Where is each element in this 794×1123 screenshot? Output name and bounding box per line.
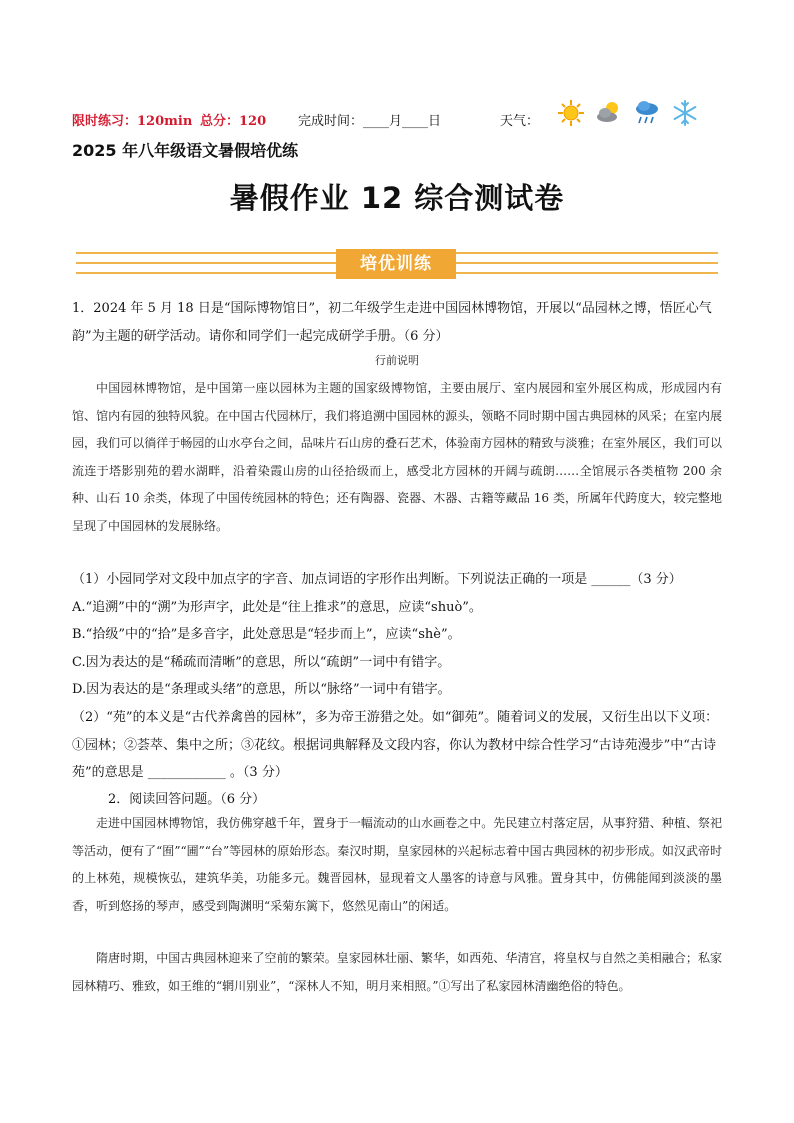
page-title: 暑假作业 12 综合测试卷 (229, 181, 565, 215)
passage-title: 行前说明 (375, 354, 419, 367)
passage-1: 中国园林博物馆，是中国第一座以园林为主题的国家级博物馆，主要由展厅、室内展园和室外展区构成，形成园内有馆、馆内有园的独特风貌。在中国古代园林厅，我们将追溯中国园林的源头，领略不同时期中国古典园林的风采；在室内展园，我们可以徜徉于畅园的山水亭台之间，品味片石山房的叠石艺术，体验南方园林的精致与淡雅；在室外展区，我们可以流连于塔影别苑的碧水湖畔，沿着染霞山房的山径拾级而上，感受北方园林的开阔与疏朗……全馆展示各类植物 200 余种、山石 10 余类，体现了中国传统园林的特色；还有陶器、瓷器、木器、古籍等藏品 16 类，所属年代跨度大，较完整地呈现了中国园林的发展脉络。 (72, 381, 722, 533)
option-a: A.“追溯”中的“溯”为形声字，此处是“往上推求”的意思，应读“shuò”。 (72, 599, 482, 615)
sun-icon (556, 98, 586, 128)
passage-2-para-1: 走进中国园林博物馆，我仿佛穿越千年，置身于一幅流动的山水画卷之中。先民建立村落定居，从事狩猎、种植、祭祀等活动，便有了“囿”“圃”“台”等园林的原始形态。秦汉时期，皇家园林的兴起标志着中国古典园林的初步形成。如汉武帝时的上林苑，规模恢弘，建筑华美，功能多元。魏晋园林，显现着文人墨客的诗意与风雅。置身其中，仿佛能闻到淡淡的墨香，听到悠扬的琴声，感受到陶渊明“采菊东篱下，悠然见南山”的闲适。 (72, 816, 722, 913)
cloud-sun-icon (594, 98, 624, 128)
subtitle: 2025 年八年级语文暑假培优练 (72, 141, 299, 160)
option-b: B.“拾级”中的“拾”是多音字，此处意思是“轻步而上”，应读“shè”。 (72, 627, 461, 642)
option-c: C.因为表达的是“稀疏而清晰”的意思，所以“疏朗”一词中有错字。 (72, 654, 451, 670)
snowflake-icon (670, 98, 700, 128)
sub-question-1: （1）小园同学对文段中加点字的字音、加点词语的字形作出判断。下列说法正确的一项是 ______（3 分） (72, 572, 682, 587)
question-1-stem: 1．2024 年 5 月 18 日是“国际博物馆日”，初二年级学生走进中国园林博物馆，开展以“品园林之博，悟匠心气韵”为主题的研学活动。请你和同学们一起完成研学手册。（6 分） (72, 301, 712, 344)
time-limit: 限时练习：120min (72, 114, 193, 129)
sub-question-2: （2）“苑”的本义是“古代养禽兽的园林”，多为帝王游猎之处。如“御苑”。随着词义的发展，又衍生出以下义项：①园林；②荟萃、集中之所；③花纹。根据词典解释及文段内容，你认为教材中综合性学习“古诗苑漫步”中“古诗苑”的意思是 ____________ 。（3 分） (72, 710, 719, 780)
question-1-part-1 (72, 566, 722, 704)
question-1-part-2 (72, 704, 722, 787)
completion-time: 完成时间：____月____日 (298, 114, 442, 129)
passage-2-para-2: 隋唐时期，中国古典园林迎来了空前的繁荣。皇家园林壮丽、繁华，如西苑、华清宫，将皇权与自然之美相融合；私家园林精巧、雅致，如王维的“辋川别业”，“深林人不知，明月来相照。”①写出了私家园林清幽绝俗的特色。 (72, 951, 722, 993)
weather-label: 天气： (500, 114, 540, 129)
option-d: D.因为表达的是“条理或头绪”的意思，所以“脉络”一词中有错字。 (72, 682, 451, 697)
question-2-stem: 2．阅读回答问题。（6 分） (108, 792, 266, 807)
section-banner (76, 249, 718, 277)
header-bar (72, 108, 732, 130)
total-score: 总分：120 (200, 114, 267, 129)
rain-icon (632, 98, 662, 128)
section-badge: 培优训练 (336, 249, 456, 279)
